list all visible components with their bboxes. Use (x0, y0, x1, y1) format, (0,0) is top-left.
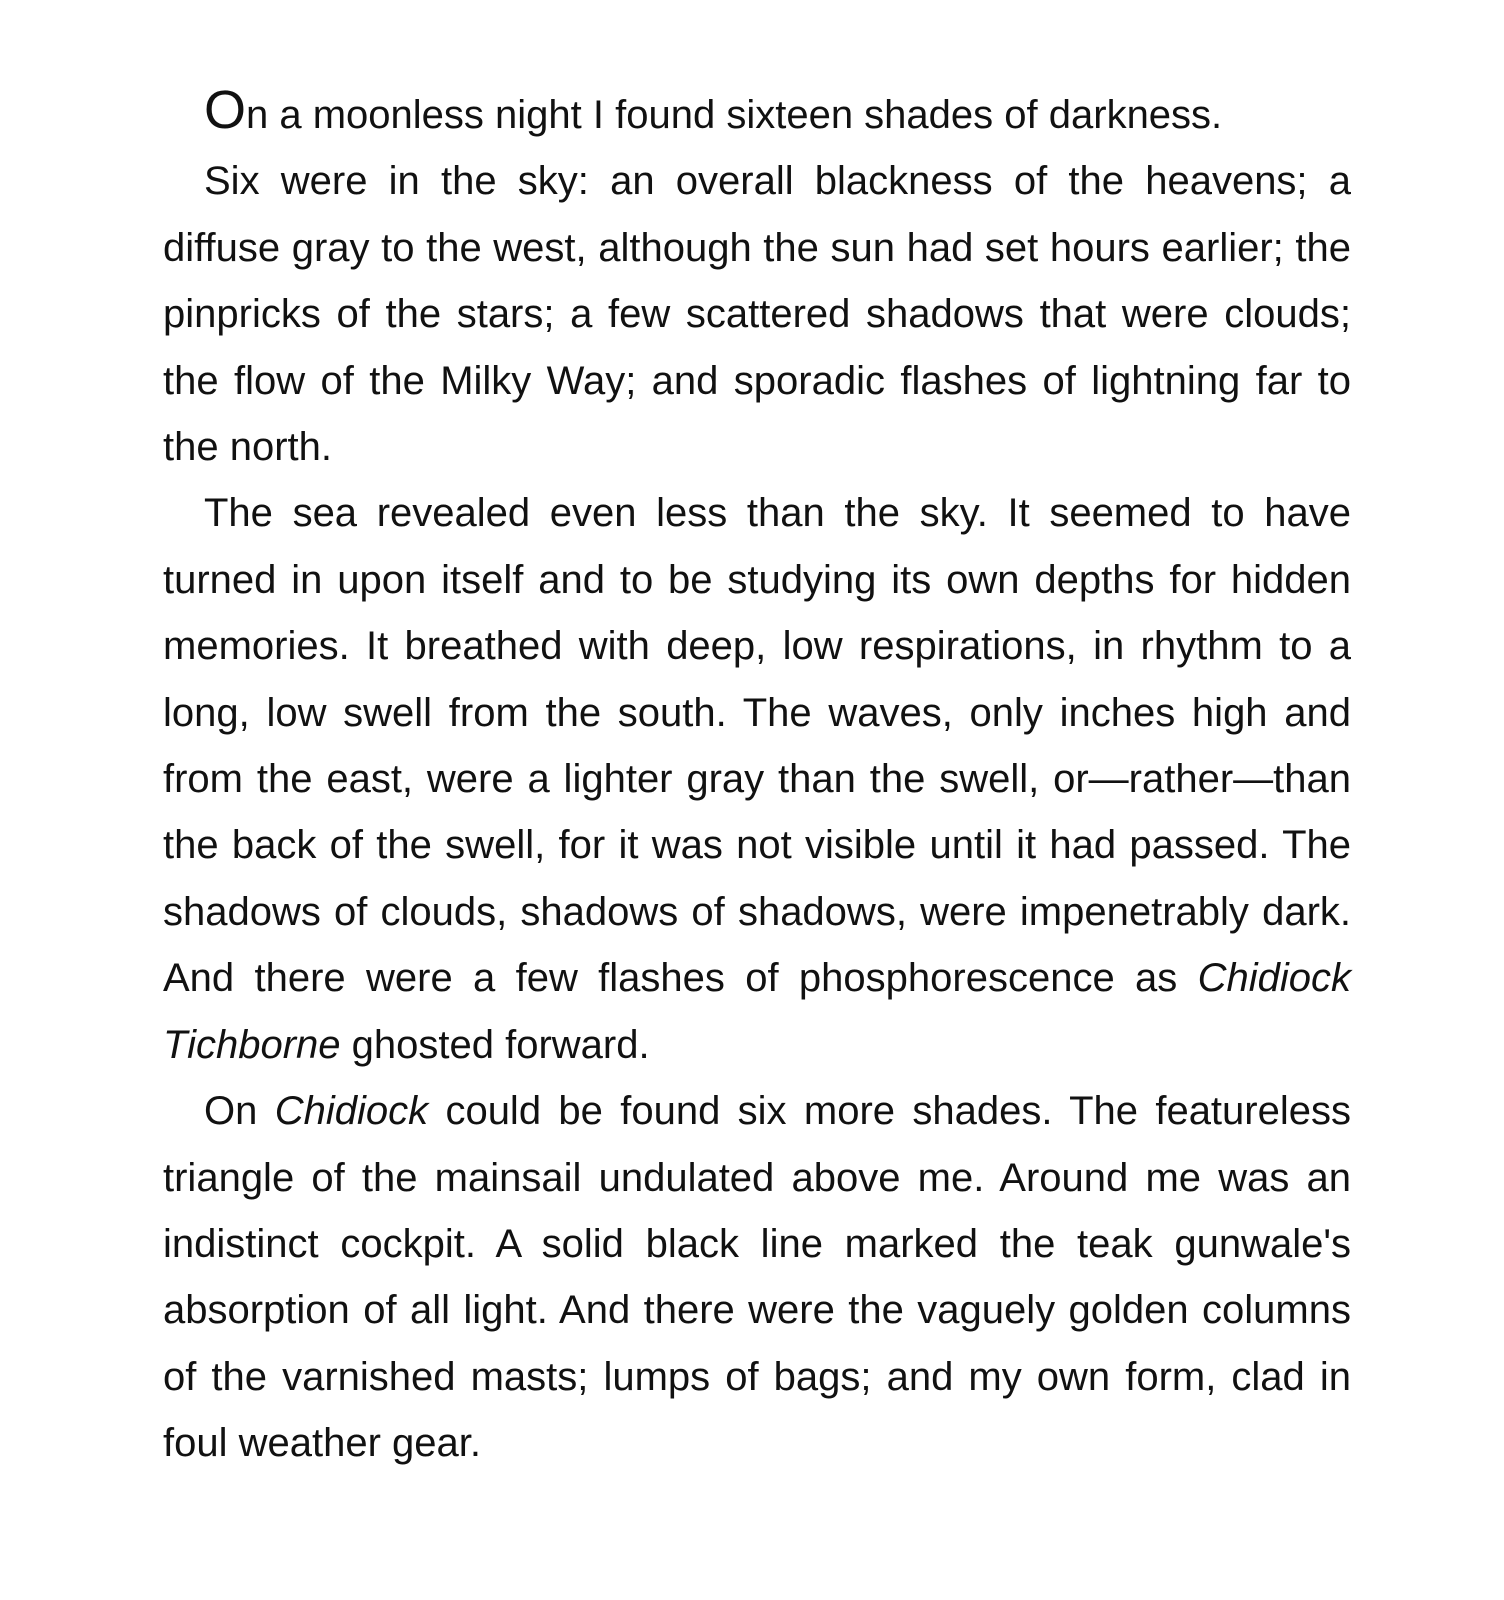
drop-cap: O (204, 80, 247, 140)
paragraph-4 (163, 1078, 1351, 1476)
paragraph-text: ghosted forward. (340, 1022, 650, 1067)
paragraph-3 (163, 480, 1351, 1078)
book-text-body (163, 82, 1351, 1477)
paragraph-text: Six were in the sky: an overall blackness of the heavens; a diffuse gray to the west, although the sun had set hours earlier; the pinpricks of the stars; a few scattered shadows that were clouds; the flow of the Milky Way; and sporadic flashes of lightning far to the north. (163, 159, 1351, 470)
paragraph-2 (163, 148, 1351, 480)
paragraph-text: could be found six more shades. The featureless triangle of the mainsail undulated above me. Around me was an indistinct cockpit. A solid black line marked the teak gunwale's absorption of all light. And there were the vaguely golden columns of the varnished masts; lumps of bags; and my own form, clad in foul weather gear. (163, 1089, 1351, 1466)
paragraph-text: The sea revealed even less than the sky. It seemed to have turned in upon itself and to be studying its own depths for hidden memories. It breathed with deep, low respirations, in rhythm to a long, low swell from the south. The waves, only inches high and from the east, were a lighter gray than the swell, or—rather—than the back of the swell, for it was not visible until it had passed. The shadows of clouds, shadows of shadows, were impenetrably dark. And there were a few flashes of phosphorescence as (163, 491, 1351, 1001)
ship-name-italic: Chidiock (274, 1089, 429, 1134)
paragraph-text: On (204, 1089, 275, 1134)
paragraph-text: n a moonless night I found sixteen shades of darkness. (246, 93, 1223, 137)
paragraph-1 (163, 82, 1351, 148)
ship-name-italic: Chidiock Tichborne (163, 956, 1351, 1067)
